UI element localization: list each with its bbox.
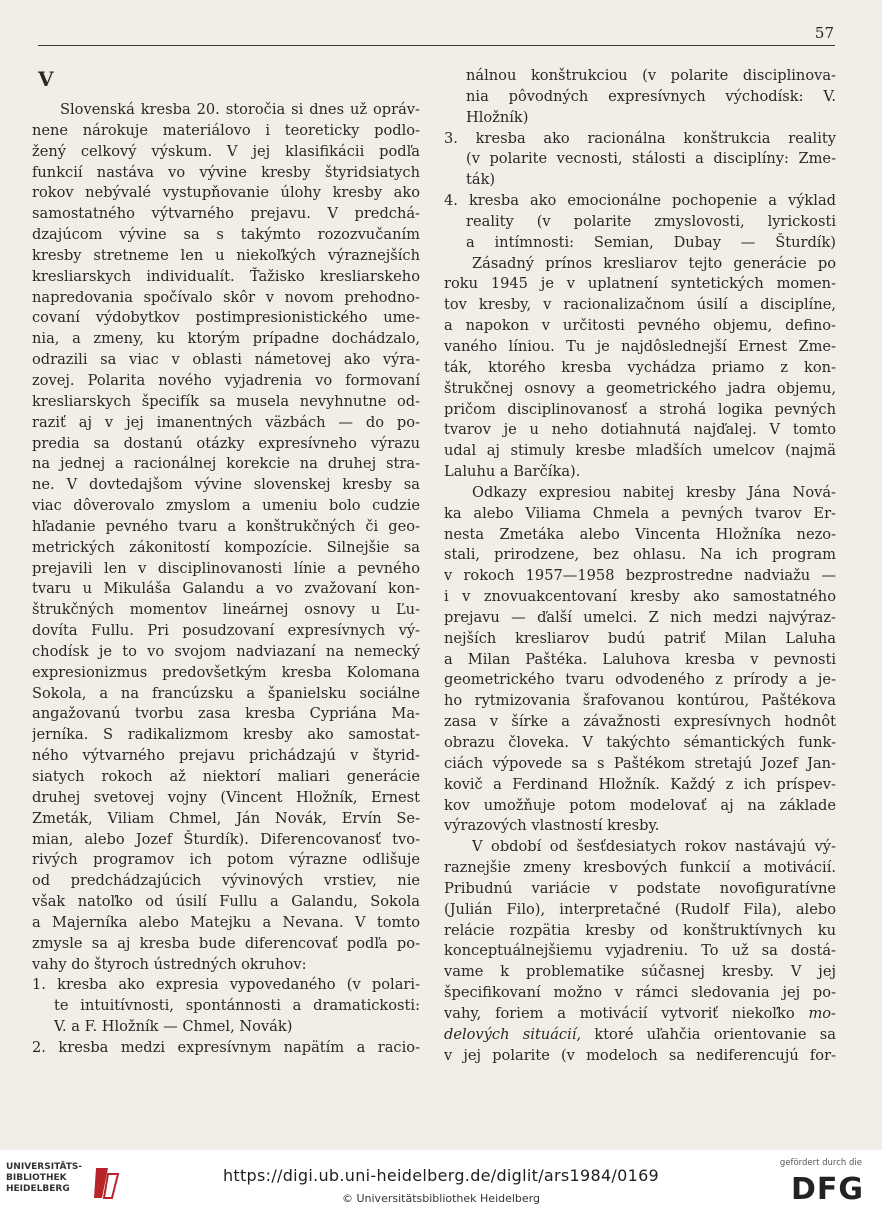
text-line: Hložník) <box>466 108 529 126</box>
text-line: raznejšie zmeny kresbových funkcií a motivácií. <box>444 859 836 877</box>
text-line: kov umožňuje potom modelovať aj na základe <box>444 796 836 814</box>
text-line: funkcií nastáva vo vývine kresby štyridsiatych <box>32 163 420 181</box>
text-line: a napokon v určitosti pevného objemu, defino- <box>444 317 836 335</box>
text-line: roku 1945 je v uplatnení syntetických momen- <box>444 275 836 293</box>
text-line: tvaru u Mikuláša Galandu a vo zvažovaní kon- <box>32 580 420 598</box>
text-line: hľadanie pevného tvaru a konštrukčných či geo- <box>32 517 420 535</box>
text-line: obrazu človeka. V takýchto sémantických funk- <box>444 734 836 751</box>
text-line: 4. kresba ako emocionálne pochopenie a výklad <box>444 192 836 210</box>
text-line: ták) <box>466 171 496 189</box>
dfg-caption: gefördert durch die <box>779 1158 862 1168</box>
text-line: siatych rokoch až niektorí maliari generácie <box>32 768 420 785</box>
text-line: zmysle sa aj kresba bude diferencovať podľa po- <box>32 934 420 952</box>
text-line: geometrického tvaru odvodeného z prírody a je- <box>444 671 836 689</box>
right-column-text <box>444 66 836 1067</box>
text-line: kresliarskych individualít. Ťažisko kresliarskeho <box>32 267 420 285</box>
text-line: prejavili len v disciplinovanosti línie a pevného <box>32 559 420 577</box>
text-line: te intuitívnosti, spontánnosti a dramatickosti: <box>54 997 420 1015</box>
text-line: a Majerníka alebo Matejku a Nevana. V tomto <box>32 913 420 931</box>
university-logo-text: UNIVERSITÄTS- BIBLIOTHEK HEIDELBERG <box>6 1162 83 1194</box>
text-line: nia pôvodných expresívnych východísk: V. <box>466 87 836 105</box>
text-line: angažovanú tvorbu zasa kresba Cypriána Ma- <box>32 705 420 723</box>
text-line: nálnou konštrukciou (v polarite disciplinova- <box>466 67 836 84</box>
text-line: Zásadný prínos kresliarov tejto generácie po <box>472 254 836 272</box>
text-line: kresliarskych špecifík sa musela nevyhnutne od- <box>32 392 420 410</box>
text-line: tov kresby, v racionalizačnom úsilí a disciplíne, <box>444 296 836 314</box>
left-column <box>32 66 420 1059</box>
text-line: od predchádzajúcich vývinových vrstiev, nie <box>32 872 420 890</box>
text-line: ného výtvarného prejavu prichádzajú v štyrid- <box>32 747 420 765</box>
text-line: ne. V dovtedajšom vývine slovenskej kresby sa <box>32 476 420 494</box>
text-line: nesta Zmetáka alebo Vincenta Hložníka nezo- <box>444 525 836 543</box>
text-line: a Milan Paštéka. Laluhova kresba v pevnosti <box>444 650 836 668</box>
page-number: 57 <box>814 24 834 42</box>
text-line: Pribudnú variácie v podstate novofiguratívne <box>444 879 836 897</box>
text-line: kovič a Ferdinand Hložník. Každý z ich príspev- <box>444 775 836 793</box>
text-line: viac dôverovalo zmyslom a umeniu bolo cudzie <box>32 497 420 515</box>
text-line: ho rytmizovania šrafovanou kontúrou, Paštékova <box>444 692 836 710</box>
text-line: špecifikovaní možno v rámci sledovania jej po- <box>444 984 836 1002</box>
text-line: (Julián Filo), interpretačné (Rudolf Fila), alebo <box>444 900 836 918</box>
text-line: Odkazy expresiou nabitej kresby Jána Nová- <box>472 483 836 501</box>
text-line: relácie rozpätia kresby od konštruktívnych ku <box>444 921 836 939</box>
text-line: covaní výdobytkov postimpresionistického ume- <box>32 309 420 327</box>
text-line: na jednej a racionálnej korekcie na druhej stra- <box>32 455 420 473</box>
text-line: Laluhu a Barčíka). <box>444 463 581 481</box>
text-line: pričom disciplinovanosť a strohá logika pevných <box>444 400 836 418</box>
text-line: dovíta Fullu. Pri posudzovaní expresívnych vý- <box>32 622 420 640</box>
text-line: i v znovuakcentovaní kresby ako samostatného <box>444 588 836 606</box>
text-line: ciách výpovede sa s Paštékom stretajú Jozef Jan- <box>444 754 836 772</box>
text-line: raziť aj v jej imanentných väzbách — do po- <box>32 413 420 431</box>
text-line: rivých programov ich potom výrazne odlišuje <box>32 851 420 869</box>
permalink-url[interactable]: https://digi.ub.uni-heidelberg.de/diglit/ars1984/0169 <box>222 1166 660 1185</box>
text-line: V období od šesťdesiatych rokov nastávajú vý- <box>472 838 836 856</box>
text-line: jerníka. S radikalizmom kresby ako samostat- <box>32 726 420 744</box>
text-line: 3. kresba ako racionálna konštrukcia reality <box>444 129 836 147</box>
text-line: nejších kresliarov budú patriť Milan Laluha <box>444 629 836 647</box>
left-column-text <box>32 100 420 1059</box>
text-line: samostatného výtvarného prejavu. V predchá- <box>32 205 420 223</box>
text-line: tvarov je u neho dotiahnutá najďalej. V tomto <box>444 421 836 439</box>
text-line: konceptuálnejšiemu vyjadreniu. To už sa dostá- <box>444 942 836 960</box>
right-column <box>444 66 836 1067</box>
text-line: kresby stretneme len u niekoľkých výraznejších <box>32 246 420 264</box>
text-line: rokov nebývalé vystupňovanie úlohy kresby ako <box>32 184 420 202</box>
text-line: žený celkový výskum. V jej klasifikácii podľa <box>32 142 420 160</box>
text-line: odrazili sa viac v oblasti námetovej ako výra- <box>32 351 420 369</box>
viewer-footer <box>0 1150 882 1218</box>
text-line: vahy do štyroch ústredných okruhov: <box>32 955 307 973</box>
text-line: Sokola, a na francúzsku a španielsku sociálne <box>32 684 420 702</box>
text-line: reality (v polarite zmyslovosti, lyrickosti <box>466 212 836 230</box>
text-line: expresionizmus predovšetkým kresba Kolomana <box>32 663 420 681</box>
text-line: v rokoch 1957—1958 bezprostredne nadviažu — <box>444 567 836 585</box>
text-line: štrukčných momentov lineárnej osnovy u Ľu- <box>32 601 420 619</box>
text-line: 2. kresba medzi expresívnym napätím a racio- <box>32 1038 420 1056</box>
text-line: delových situácií, ktoré uľahčia orientovanie sa <box>444 1025 836 1043</box>
text-line: vahy, foriem a motivácií vytvoriť niekoľko mo- <box>444 1004 836 1022</box>
text-line: však natoľko od úsilí Fullu a Galandu, Sokola <box>32 893 420 911</box>
text-line: predia sa dostanú otázky expresívneho výrazu <box>32 434 420 452</box>
text-line: V. a F. Hložník — Chmel, Novák) <box>54 1018 293 1036</box>
text-line: (v polarite vecnosti, stálosti a disciplíny: Zme- <box>466 150 836 168</box>
text-line: zovej. Polarita nového vyjadrenia vo formovaní <box>32 371 420 389</box>
section-letter: V <box>38 67 54 91</box>
text-line: nene nárokuje materiálovo i teoreticky podlo- <box>32 121 420 139</box>
text-line: metrických zákonitostí kompozície. Silnejšie sa <box>32 538 420 556</box>
text-line: nia, a zmeny, ku ktorým prípadne dochádzalo, <box>32 330 420 348</box>
copyright-notice: © Universitätsbibliothek Heidelberg <box>341 1192 540 1205</box>
text-line: chodísk je to vo svojom nadviazaní na nemecký <box>32 642 420 660</box>
text-line: výrazových vlastností kresby. <box>444 817 660 835</box>
text-line: vame k problematike súčasnej kresby. V jej <box>444 963 836 981</box>
text-line: vaného líniou. Tu je najdôslednejší Ernest Zme- <box>444 337 836 355</box>
text-line: a intímnosti: Semian, Dubay — Šturdík) <box>466 233 836 251</box>
text-line: zasa v šírke a závažnosti expresívnych hodnôt <box>444 713 836 731</box>
text-line: dzajúcom vývine sa s takýmto rozozvučaním <box>32 226 420 244</box>
text-line: Slovenská kresba 20. storočia si dnes už opráv- <box>60 101 420 118</box>
text-line: mian, alebo Jozef Šturdík). Diferencovanosť tvo- <box>32 830 420 848</box>
text-line: prejavu — ďalší umelci. Z nich medzi najvýraz- <box>444 608 836 626</box>
dfg-logo[interactable]: DFG <box>790 1172 864 1207</box>
text-line: ka alebo Viliama Chmela a pevných tvarov Er- <box>444 504 836 522</box>
text-line: napredovania spočívalo skôr v novom prehodno- <box>32 288 420 306</box>
text-line: 1. kresba ako expresia vypovedaného (v polari- <box>32 976 420 994</box>
text-line: druhej svetovej vojny (Vincent Hložník, Ernest <box>32 788 420 806</box>
text-line: stali, prirodzene, bez ohlasu. Na ich program <box>444 546 836 564</box>
text-line: štrukčnej osnovy a geometrického jadra objemu, <box>444 379 836 397</box>
header-rule <box>38 45 835 46</box>
text-line: v jej polarite (v modeloch sa nediferencujú for- <box>444 1046 836 1064</box>
text-line: udal aj stimuly kresbe mladších umelcov (najmä <box>444 442 836 460</box>
text-line: ták, ktorého kresba vychádza priamo z kon- <box>444 358 836 376</box>
text-line: Zmeták, Viliam Chmel, Ján Novák, Ervín Se- <box>32 809 420 827</box>
